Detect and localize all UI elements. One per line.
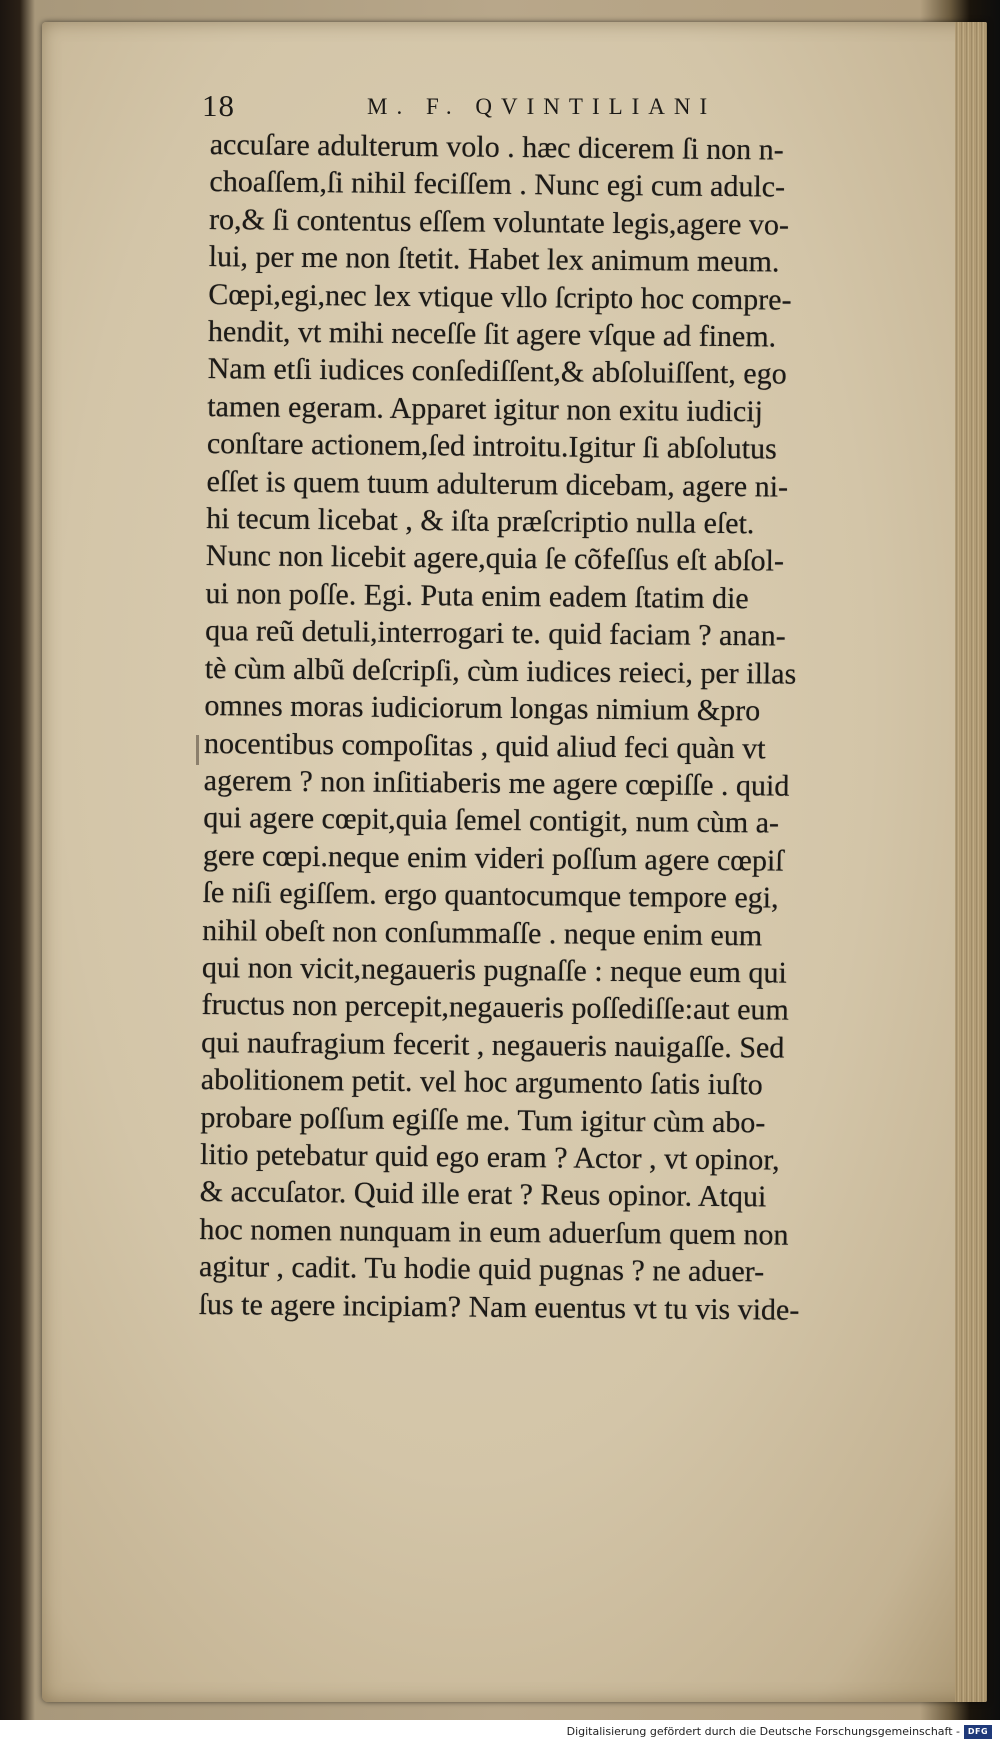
text-line: Nunc non licebit agere,quia ſe cõfeſſus eſt abſol-: [205, 539, 785, 578]
digitization-credit: Digitalisierung gefördert durch die Deutsche Forschungsgemeinschaft -: [566, 1725, 960, 1738]
text-line: accuſare adulterum volo . hæc dicerem ſi non n-: [209, 127, 784, 167]
text-line: nihil obeſt non conſummaſſe . neque enim eum: [202, 913, 763, 952]
text-line: hoc nomen nunquam in eum aduerſum quem non: [199, 1212, 789, 1252]
footer-band: [0, 1720, 1000, 1747]
text-line: qui naufragium fecerit , negaueris nauigaſſe. Sed: [201, 1025, 785, 1065]
page-header: [202, 88, 762, 128]
text-line: eſſet is quem tuum adulterum dicebam, agere ni-: [206, 464, 789, 504]
text-line: ui non poſſe. Egi. Puta enim eadem ſtatim die: [205, 576, 749, 616]
text-line: choaſſem,ſi nihil feciſſem . Nunc egi cum adulc-: [209, 165, 786, 204]
running-head: M. F. QVINTILIANI: [367, 94, 717, 119]
text-line: litio petebatur quid ego eram ? Actor , vt opinor,: [199, 1137, 780, 1177]
text-line: gere cœpi.neque enim videri poſſum agere cœpiſ: [202, 838, 784, 878]
text-line: Cœpi,egi,nec lex vtique vllo ſcripto hoc compre-: [208, 277, 792, 317]
text-line: abolitionem petit. vel hoc argumento ſatis iuſto: [200, 1063, 763, 1102]
dfg-logo-icon: DFG: [964, 1725, 992, 1739]
text-line: conſtare actionem,ſed introitu.Igitur ſi abſolutus: [206, 427, 777, 466]
text-line: probare poſſum egiſſe me. Tum igitur cùm abo-: [200, 1100, 766, 1139]
page-number: 18: [202, 88, 235, 123]
text-line: hendit, vt mihi neceſſe ſit agere vſque ad finem.: [207, 315, 777, 354]
text-line: & accuſator. Quid ille erat ? Reus opinor. Atqui: [199, 1175, 767, 1214]
text-line: qua reũ detuli,interrogari te. quid faciam ? anan-: [204, 614, 786, 653]
text-line: omnes moras iudiciorum longas nimium &pro: [204, 689, 761, 728]
text-line: ro,& ſi contentus eſſem voluntate legis,agere vo-: [208, 202, 790, 242]
text-line: qui non vicit,negaueris pugnaſſe : neque eum qui: [201, 950, 787, 990]
text-line: agitur , cadit. Tu hodie quid pugnas ? ne aduer-: [198, 1250, 765, 1289]
text-line: agerem ? non inſitiaberis me agere cœpiſſe . quid: [203, 763, 790, 803]
body-text: [199, 126, 970, 1330]
text-line: tè cùm albũ deſcripſi, cùm iudices reieci, per illas: [204, 651, 797, 691]
text-line: nocentibus compoſitas , quid aliud feci quàn vt: [203, 726, 766, 765]
text-line: lui, per me non ſtetit. Habet lex animum meum.: [208, 240, 780, 279]
margin-mark: [196, 735, 199, 765]
text-line: ſe niſi egiſſem. ergo quantocumque tempore egi,: [202, 876, 779, 915]
text-line: fructus non percepit,negaueris poſſediſſe:aut eum: [201, 988, 790, 1027]
text-line: hi tecum licebat , & iſta præſcriptio nulla eſet.: [206, 502, 755, 541]
text-line: tamen egeram. Apparet igitur non exitu iudicij: [207, 389, 764, 429]
text-line: qui agere cœpit,quia ſemel contigit, num cùm a-: [203, 801, 780, 840]
text-line: ſus te agere incipiam? Nam euentus vt tu vis vide-: [198, 1287, 800, 1327]
text-line: Nam etſi iudices conſediſſent,& abſoluiſſent, ego: [207, 352, 787, 391]
